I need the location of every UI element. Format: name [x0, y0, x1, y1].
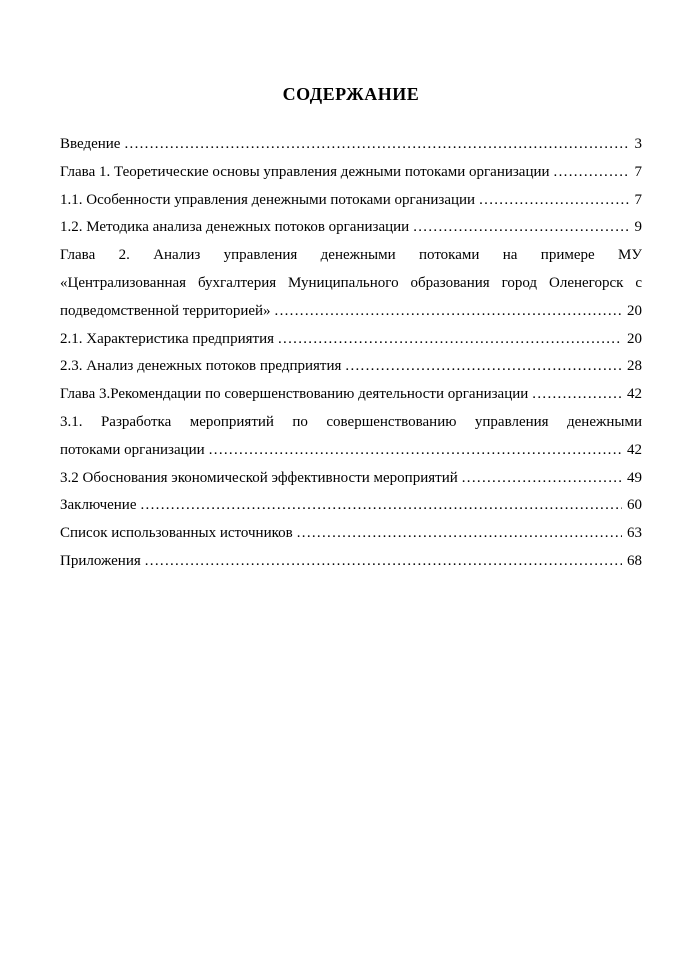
- toc-page-number: 28: [627, 358, 642, 375]
- toc-line: [60, 270, 642, 298]
- toc-line: [60, 131, 642, 159]
- toc-line: [60, 242, 642, 270]
- toc-page-number: 9: [634, 219, 642, 236]
- toc-entry-text: 1.1. Особенности управления денежными потоками организации: [60, 191, 476, 208]
- toc-line: [60, 437, 642, 465]
- dot-leader: [141, 492, 623, 520]
- page-title: СОДЕРЖАНИЕ: [282, 84, 420, 104]
- dot-leader: [124, 131, 629, 159]
- toc-line: [60, 465, 642, 493]
- dot-leader: [275, 298, 622, 326]
- toc-entry-text: Приложения: [60, 552, 141, 569]
- toc-line: [60, 214, 642, 242]
- toc-list: [60, 131, 642, 576]
- toc-line: [60, 353, 642, 381]
- toc-page-number: 20: [627, 330, 642, 347]
- toc-entry-text: 3.1. Разработка мероприятий по совершенствованию управления денежными: [60, 413, 642, 430]
- dot-leader: [278, 326, 622, 354]
- toc-entry-text: Глава 3.Рекомендации по совершенствованию деятельности организации: [60, 386, 529, 403]
- toc-line: [60, 187, 642, 215]
- dot-leader: [554, 159, 630, 187]
- toc-page-number: 68: [627, 552, 642, 569]
- dot-leader: [345, 353, 622, 381]
- toc-line: [60, 298, 642, 326]
- dot-leader: [209, 437, 622, 465]
- toc-entry-text: 1.2. Методика анализа денежных потоков организации: [60, 219, 410, 236]
- toc-entry-text: Список использованных источников: [60, 525, 293, 542]
- dot-leader: [479, 187, 629, 215]
- dot-leader: [297, 520, 622, 548]
- toc-line: [60, 409, 642, 437]
- toc-entry-text: 2.1. Характеристика предприятия: [60, 330, 274, 347]
- toc-entry-text: 3.2 Обоснования экономической эффективности мероприятий: [60, 469, 458, 486]
- toc-page-number: 63: [627, 525, 642, 542]
- toc-entry-text: Заключение: [60, 497, 137, 514]
- toc-entry-text: потоками организации: [60, 441, 205, 458]
- toc-line: [60, 381, 642, 409]
- toc-line: [60, 548, 642, 576]
- toc-entry-text: Глава 2. Анализ управления денежными потоками на примере МУ: [60, 247, 642, 264]
- toc-line: [60, 159, 642, 187]
- dot-leader: [145, 548, 622, 576]
- toc-entry-text: Глава 1. Теоретические основы управления дежными потоками организации: [60, 163, 550, 180]
- toc-entry-text: 2.3. Анализ денежных потоков предприятия: [60, 358, 342, 375]
- toc-page-number: 60: [627, 497, 642, 514]
- toc-entry-text: «Централизованная бухгалтерия Муниципального образования город Оленегорск с: [60, 274, 642, 291]
- dot-leader: [413, 214, 629, 242]
- toc-entry-text: подведомственной территорией»: [60, 302, 271, 319]
- dot-leader: [462, 465, 622, 493]
- toc-page-number: 42: [627, 386, 642, 403]
- toc-line: [60, 520, 642, 548]
- toc-line: [60, 492, 642, 520]
- toc-page-number: 7: [634, 191, 642, 208]
- dot-leader: [532, 381, 622, 409]
- toc-entry-text: Введение: [60, 136, 121, 152]
- toc-page-number: 20: [627, 302, 642, 319]
- toc-page-number: 3: [634, 136, 642, 152]
- toc-page-number: 7: [634, 163, 642, 180]
- toc-page-number: 49: [627, 469, 642, 486]
- toc-line: [60, 326, 642, 354]
- toc-page-number: 42: [627, 441, 642, 458]
